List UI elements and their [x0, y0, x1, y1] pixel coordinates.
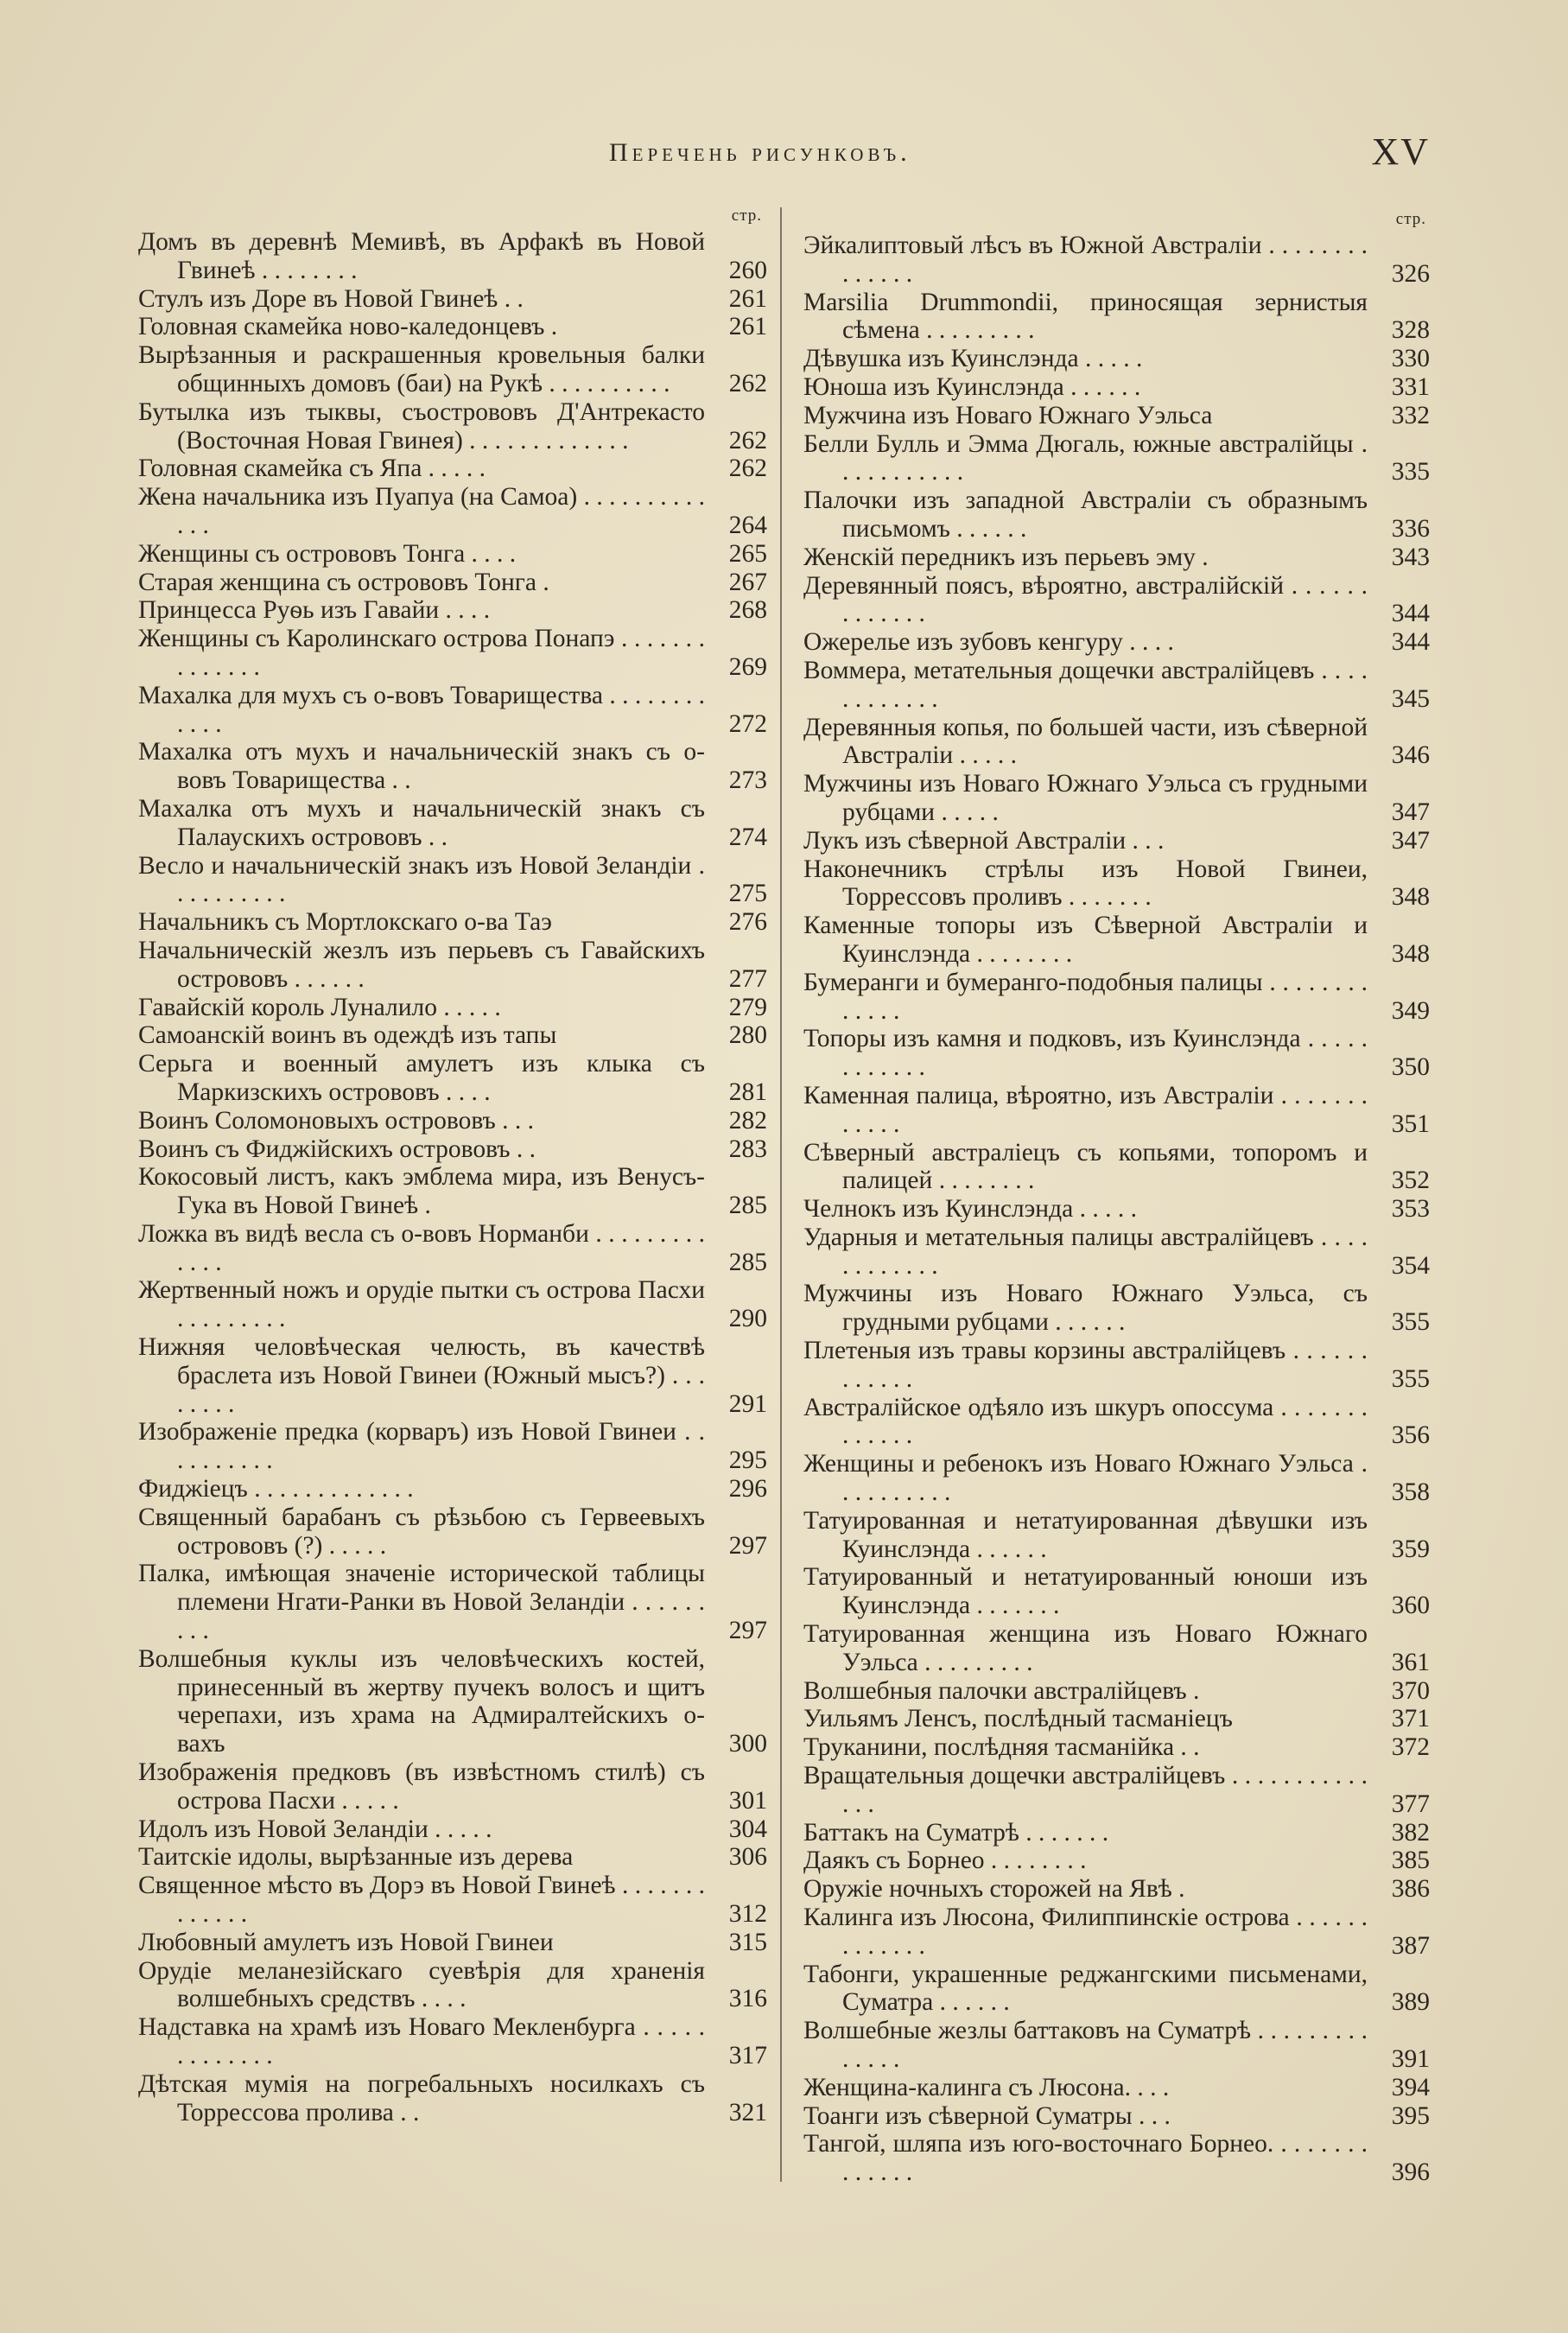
list-item [138, 625, 769, 682]
entry-title: Табонги, украшенные реджангскими письменами, Суматра . . . . . . [803, 1960, 1368, 2017]
list-item [138, 2013, 769, 2070]
entry-page-number: 272 [728, 709, 767, 738]
list-item [803, 1563, 1432, 1620]
entry-page-number: 377 [1391, 1789, 1430, 1818]
entry-title: Женскій передникъ изъ перьевъ эму . [803, 543, 1209, 571]
entry-title: Женщины съ Каролинскаго острова Понапэ . . . . . . . . . . . . . . [138, 625, 705, 681]
entry-page-number: 394 [1391, 2073, 1430, 2101]
entry-page-number: 268 [728, 596, 767, 625]
entry-page-number: 297 [728, 1531, 767, 1560]
list-item [138, 1050, 769, 1107]
list-item [138, 682, 769, 739]
list-item [138, 1163, 769, 1220]
list-item [138, 569, 769, 597]
entry-page-number: 269 [728, 652, 767, 681]
list-item [138, 313, 769, 341]
entry-page-number: 348 [1391, 939, 1430, 968]
list-item [138, 228, 769, 285]
illustration-list [138, 228, 769, 2126]
entry-page-number: 330 [1391, 345, 1430, 373]
list-item [138, 738, 769, 795]
entry-page-number: 285 [728, 1248, 767, 1276]
entry-title: Marsilia Drummondii, приносящая зернистыя сѣмена . . . . . . . . . [803, 288, 1368, 345]
entry-page-number: 331 [1391, 372, 1430, 401]
list-item [803, 1195, 1432, 1224]
entry-page-number: 389 [1391, 1988, 1430, 2017]
entry-title: Махалка для мухъ съ о-вовъ Товарищества . . . . . . . . . . . . [138, 681, 705, 738]
entry-title: Идолъ изъ Новой Зеландіи . . . . . [138, 1815, 492, 1843]
list-item [138, 1843, 769, 1872]
entry-title: Изображенія предковъ (въ извѣстномъ стилѣ) съ острова Пасхи . . . . . [138, 1758, 705, 1815]
entry-page-number: 335 [1391, 458, 1430, 486]
entry-page-number: 349 [1391, 996, 1430, 1025]
list-item [138, 1333, 769, 1418]
list-item [803, 1762, 1432, 1819]
entry-title: Дѣтская мумія на погребальныхъ носилкахъ съ Торрессова пролива . . [138, 2069, 705, 2126]
entry-title: Весло и начальническій знакъ изъ Новой Зеландіи . . . . . . . . . . [138, 851, 705, 908]
entry-page-number: 386 [1391, 1875, 1430, 1904]
list-item [138, 341, 769, 398]
entry-title: Татуированная и нетатуированная дѣвушки изъ Куинслэнда . . . . . . [803, 1506, 1368, 1563]
list-item [803, 1507, 1432, 1564]
list-item [138, 1220, 769, 1277]
entry-title: Таитскіе идолы, вырѣзанные изъ дерева [138, 1843, 574, 1872]
entry-page-number: 332 [1391, 401, 1430, 429]
left-column [138, 204, 769, 2126]
entry-page-number: 317 [728, 2042, 767, 2069]
list-item [803, 486, 1432, 544]
list-item [138, 2070, 769, 2127]
entry-page-number: 295 [728, 1446, 767, 1475]
entry-page-number: 276 [728, 908, 767, 937]
entry-page-number: 275 [728, 880, 767, 908]
entry-page-number: 354 [1391, 1251, 1430, 1280]
list-item [803, 430, 1432, 487]
list-item [803, 402, 1432, 430]
entry-title: Кокосовый листъ, какъ эмблема мира, изъ Венусъ-Гука въ Новой Гвинеѣ . [138, 1163, 705, 1220]
entry-page-number: 297 [728, 1617, 767, 1645]
entry-title: Мужчина изъ Новаго Южнаго Уэльса [803, 401, 1213, 429]
list-item [803, 572, 1432, 629]
entry-title: Волшебныя палочки австралійцевъ . [803, 1676, 1200, 1705]
list-item [803, 2102, 1432, 2131]
entry-title: Каменные топоры изъ Сѣверной Австраліи и Куинслэнда . . . . . . . . [803, 912, 1368, 968]
entry-title: Священный барабанъ съ рѣзьбою съ Гервеевыхъ острововъ (?) . . . . . [138, 1503, 705, 1560]
entry-title: Каменная палица, вѣроятно, изъ Австраліи . . . . . . . . . . . . [803, 1081, 1368, 1138]
entry-page-number: 391 [1391, 2045, 1430, 2073]
entry-title: Самоанскій воинъ въ одеждѣ изъ тапы [138, 1021, 557, 1050]
entry-page-number: 370 [1391, 1676, 1430, 1705]
list-item [138, 1135, 769, 1164]
list-item [803, 1139, 1432, 1196]
entry-title: Оружіе ночныхъ сторожей на Явѣ . [803, 1875, 1185, 1904]
entry-page-number: 265 [728, 539, 767, 568]
list-item [803, 1819, 1432, 1847]
entry-title: Принцесса Руѳь изъ Гавайи . . . . [138, 596, 491, 625]
entry-title: Сѣверный австраліецъ съ копьями, топоромъ и палицей . . . . . . . . [803, 1138, 1368, 1195]
list-item [138, 455, 769, 483]
list-item [803, 1733, 1432, 1762]
list-item [803, 1847, 1432, 1875]
entry-title: Уильямъ Ленсъ, послѣдный тасманіецъ [803, 1705, 1233, 1733]
entry-page-number: 355 [1391, 1308, 1430, 1337]
list-item [138, 1560, 769, 1644]
entry-title: Юноша изъ Куинслэнда . . . . . . [803, 372, 1141, 401]
entry-page-number: 328 [1391, 316, 1430, 345]
entry-title: Даякъ съ Борнео . . . . . . . . [803, 1847, 1087, 1875]
entry-title: Мужчины изъ Новаго Южнаго Уэльса съ грудными рубцами . . . . . [803, 770, 1368, 826]
list-item [138, 908, 769, 937]
entry-page-number: 264 [728, 511, 767, 539]
entry-title: Труканини, послѣдняя тасманійка . . [803, 1733, 1200, 1762]
entry-title: Ложка въ видѣ весла съ о-вовъ Норманби . . . . . . . . . . . . . [138, 1219, 705, 1276]
entry-title: Калинга изъ Люсона, Филиппинскіе острова . . . . . . . . . . . . . [803, 1904, 1368, 1960]
entry-page-number: 336 [1391, 514, 1430, 543]
entry-title: Начальникъ съ Мортлокскаго о-ва Таэ [138, 908, 552, 937]
entry-title: Серьга и военный амулетъ изъ клыка съ Маркизскихъ острововъ . . . . [138, 1050, 705, 1106]
list-item [138, 1503, 769, 1561]
entry-title: Палочки изъ западной Австраліи съ образнымъ письмомъ . . . . . . [803, 486, 1368, 543]
entry-title: Белли Булль и Эмма Дюгаль, южные австралійцы . . . . . . . . . . . [803, 429, 1368, 486]
entry-page-number: 361 [1391, 1648, 1430, 1676]
list-item [803, 232, 1432, 289]
entry-page-number: 301 [728, 1786, 767, 1815]
entry-title: Изображеніе предка (корваръ) изъ Новой Гвинеи . . . . . . . . . . [138, 1418, 705, 1475]
list-item [138, 1475, 769, 1503]
list-item [138, 596, 769, 625]
list-item [803, 1394, 1432, 1451]
list-item [138, 398, 769, 455]
list-item [803, 289, 1432, 346]
entry-title: Волшебныя куклы изъ человѣческихъ костей, принесенный въ жертву пучекъ волосъ и щитъ черепахи, изъ храма на Адмиралтейскихъ о-вахъ [138, 1644, 705, 1758]
entry-page-number: 296 [728, 1475, 767, 1503]
entry-page-number: 316 [728, 1985, 767, 2013]
list-item [803, 1025, 1432, 1082]
list-item [803, 1961, 1432, 2018]
entry-title: Фиджіецъ . . . . . . . . . . . . . [138, 1475, 414, 1503]
illustration-list [803, 232, 1432, 2187]
list-item [803, 1677, 1432, 1706]
entry-title: Домъ въ деревнѣ Мемивѣ, въ Арфакѣ въ Новой Гвинеѣ . . . . . . . . [138, 228, 705, 284]
entry-title: Головная скамейка съ Япа . . . . . [138, 455, 486, 483]
list-item [803, 714, 1432, 771]
entry-page-number: 344 [1391, 600, 1430, 628]
entry-title: Махалка отъ мухъ и начальническій знакъ съ о-вовъ Товарищества . . [138, 738, 705, 795]
entry-title: Гавайскій король Луналило . . . . . [138, 993, 501, 1021]
entry-page-number: 387 [1391, 1931, 1430, 1960]
entry-page-number: 396 [1391, 2158, 1430, 2187]
list-item [138, 1929, 769, 1957]
entry-title: Мужчины изъ Новаго Южнаго Уэльса, съ грудными рубцами . . . . . . [803, 1280, 1368, 1337]
list-item [803, 827, 1432, 855]
entry-title: Орудіе меланезійскаго суевѣрія для храненія волшебныхъ средствъ . . . . [138, 1956, 705, 2013]
list-item [138, 285, 769, 314]
entry-title: Тоанги изъ сѣверной Суматры . . . [803, 2101, 1171, 2130]
entry-title: Татуированная женщина изъ Новаго Южнаго Уэльса . . . . . . . . . [803, 1620, 1368, 1676]
entry-title: Воинъ съ Фиджійскихъ острововъ . . [138, 1135, 536, 1163]
list-item [803, 2130, 1432, 2187]
entry-page-number: 261 [728, 313, 767, 341]
entry-page-number: 355 [1391, 1364, 1430, 1393]
entry-title: Палка, имѣющая значеніе исторической таблицы племени Нгати-Ранки въ Новой Зеландіи . . . . . . . . . [138, 1560, 705, 1645]
entry-page-number: 371 [1391, 1705, 1430, 1733]
entry-page-number: 285 [728, 1192, 767, 1220]
list-item [803, 2074, 1432, 2102]
entry-page-number: 277 [728, 964, 767, 993]
list-item [138, 1957, 769, 2014]
list-item [803, 912, 1432, 969]
entry-page-number: 291 [728, 1389, 767, 1418]
entry-title: Вырѣзанныя и раскрашенныя кровельныя балки общинныхъ домовъ (баи) на Рукѣ . . . . . . . . . . [138, 341, 705, 397]
entry-page-number: 346 [1391, 741, 1430, 770]
page-column-label: стр. [1395, 210, 1426, 228]
entry-page-number: 382 [1391, 1818, 1430, 1847]
page-number: XV [1371, 130, 1430, 173]
entry-title: Жертвенный ножъ и орудіе пытки съ острова Пасхи . . . . . . . . . [138, 1276, 705, 1333]
list-item [803, 1224, 1432, 1281]
entry-page-number: 315 [728, 1928, 767, 1956]
list-item [803, 1082, 1432, 1139]
entry-page-number: 347 [1391, 798, 1430, 826]
list-item [138, 1418, 769, 1475]
list-item [138, 937, 769, 994]
entry-page-number: 290 [728, 1305, 767, 1333]
list-item [138, 1872, 769, 1929]
entry-page-number: 321 [728, 2098, 767, 2126]
entry-page-number: 304 [728, 1815, 767, 1843]
entry-page-number: 262 [728, 369, 767, 397]
entry-title: Волшебные жезлы баттаковъ на Суматрѣ . . . . . . . . . . . . . . [803, 2017, 1368, 2073]
entry-page-number: 280 [728, 1021, 767, 1050]
entry-page-number: 350 [1391, 1053, 1430, 1082]
list-item [138, 1276, 769, 1333]
entry-title: Головная скамейка ново-каледонцевъ . [138, 313, 558, 341]
entry-title: Бутылка изъ тыквы, съострововъ Д'Антрекасто (Восточная Новая Гвинея) . . . . . . . . . . . . . [138, 397, 705, 455]
entry-page-number: 326 [1391, 259, 1430, 288]
entry-page-number: 359 [1391, 1535, 1430, 1563]
entry-title: Воинъ Соломоновыхъ острововъ . . . [138, 1106, 535, 1135]
list-item [803, 373, 1432, 402]
entry-title: Ударныя и метательныя палицы австралійцевъ . . . . . . . . . . . . [803, 1223, 1368, 1280]
entry-page-number: 348 [1391, 883, 1430, 912]
entry-page-number: 300 [728, 1730, 767, 1758]
list-item [138, 1021, 769, 1050]
column-divider [780, 207, 782, 2182]
entry-title: Священное мѣсто въ Дорэ въ Новой Гвинеѣ . . . . . . . . . . . . . [138, 1872, 705, 1929]
entry-page-number: 281 [728, 1078, 767, 1106]
list-item [803, 2017, 1432, 2074]
list-item [138, 1815, 769, 1844]
list-item [138, 483, 769, 540]
entry-page-number: 283 [728, 1135, 767, 1163]
entry-page-number: 351 [1391, 1109, 1430, 1138]
entry-title: Нижняя человѣческая челюсть, въ качествѣ браслета изъ Новой Гвинеи (Южный мысъ?) . . . . . . . . [138, 1333, 705, 1418]
entry-page-number: 306 [728, 1843, 767, 1872]
entry-title: Жена начальника изъ Пуапуа (на Самоа) . . . . . . . . . . . . . [138, 483, 705, 539]
entry-title: Любовный амулетъ изъ Новой Гвинеи [138, 1928, 554, 1956]
entry-page-number: 261 [728, 284, 767, 313]
entry-title: Дѣвушка изъ Куинслэнда . . . . . [803, 345, 1143, 373]
list-item [138, 1758, 769, 1815]
entry-title: Начальническій жезлъ изъ перьевъ съ Гавайскихъ острововъ . . . . . . [138, 936, 705, 993]
entry-title: Женщина-калинга съ Люсона. . . . [803, 2073, 1170, 2101]
entry-title: Плетеныя изъ травы корзины австралійцевъ . . . . . . . . . . . . [803, 1337, 1368, 1393]
entry-title: Женщины и ребенокъ изъ Новаго Южнаго Уэльса . . . . . . . . . . [803, 1450, 1368, 1507]
page-header [130, 130, 1434, 190]
entry-title: Стулъ изъ Доре въ Новой Гвинеѣ . . [138, 284, 524, 313]
list-item [803, 628, 1432, 657]
entry-page-number: 344 [1391, 628, 1430, 657]
list-item [138, 795, 769, 852]
list-item [803, 969, 1432, 1026]
entry-title: Вращательныя дощечки австралійцевъ . . . . . . . . . . . . . . [803, 1762, 1368, 1818]
list-item [138, 852, 769, 909]
list-item [803, 1875, 1432, 1904]
entry-page-number: 353 [1391, 1195, 1430, 1224]
entry-page-number: 345 [1391, 684, 1430, 713]
list-item [803, 657, 1432, 714]
entry-page-number: 356 [1391, 1421, 1430, 1450]
entry-title: Лукъ изъ сѣверной Австраліи . . . [803, 826, 1165, 855]
list-item [803, 770, 1432, 827]
entry-page-number: 343 [1391, 543, 1430, 571]
list-item [138, 994, 769, 1022]
entry-title: Наконечникъ стрѣлы изъ Новой Гвинеи, Торрессовъ проливъ . . . . . . . [803, 855, 1368, 912]
list-item [803, 1450, 1432, 1507]
list-item [138, 1107, 769, 1135]
entry-page-number: 260 [728, 256, 767, 284]
entry-title: Австралійское одѣяло изъ шкуръ опоссума . . . . . . . . . . . . . [803, 1393, 1368, 1450]
entry-page-number: 347 [1391, 826, 1430, 855]
entry-page-number: 385 [1391, 1847, 1430, 1875]
list-item [138, 1645, 769, 1758]
entry-page-number: 274 [728, 823, 767, 851]
entry-title: Старая женщина съ острововъ Тонга . [138, 568, 549, 596]
list-item [803, 345, 1432, 373]
entry-page-number: 312 [728, 1900, 767, 1929]
entry-title: Баттакъ на Суматрѣ . . . . . . . [803, 1818, 1109, 1847]
entry-title: Топоры изъ камня и подковъ, изъ Куинслэнда . . . . . . . . . . . . [803, 1025, 1368, 1082]
entry-page-number: 352 [1391, 1166, 1430, 1195]
list-item [803, 544, 1432, 572]
entry-page-number: 282 [728, 1106, 767, 1135]
entry-page-number: 372 [1391, 1733, 1430, 1762]
list-item [138, 540, 769, 569]
page-column-label: стр. [731, 207, 762, 225]
entry-title: Бумеранги и бумеранго-подобныя палицы . . . . . . . . . . . . . [803, 968, 1368, 1025]
entry-page-number: 360 [1391, 1592, 1430, 1620]
entry-page-number: 262 [728, 426, 767, 455]
right-column [803, 204, 1432, 2187]
list-item [803, 855, 1432, 912]
entry-page-number: 279 [728, 993, 767, 1021]
entry-title: Эйкалиптовый лѣсъ въ Южной Австраліи . . . . . . . . . . . . . . [803, 232, 1368, 288]
entry-title: Деревянныя копья, по большей части, изъ сѣверной Австраліи . . . . . [803, 713, 1368, 770]
list-item [803, 1705, 1432, 1733]
entry-title: Надставка на храмѣ изъ Новаго Мекленбурга . . . . . . . . . . . . . [138, 2013, 705, 2069]
entry-title: Челнокъ изъ Куинслэнда . . . . . [803, 1195, 1137, 1224]
entry-title: Махалка отъ мухъ и начальническій знакъ съ Палаускихъ острововъ . . [138, 794, 705, 851]
entry-title: Женщины съ острововъ Тонга . . . . [138, 539, 517, 568]
list-item [803, 1904, 1432, 1961]
entry-title: Ожерелье изъ зубовъ кенгуру . . . . [803, 628, 1174, 657]
list-item [803, 1337, 1432, 1394]
entry-title: Воммера, метательныя дощечки австралійцевъ . . . . . . . . . . . . [803, 656, 1368, 713]
entry-title: Тангой, шляпа изъ юго-восточнаго Борнео. . . . . . . . . . . . . . [803, 2130, 1368, 2187]
entry-page-number: 262 [728, 455, 767, 483]
entry-page-number: 358 [1391, 1478, 1430, 1507]
entry-page-number: 267 [728, 568, 767, 596]
running-title: Перечень рисунковъ. [609, 138, 911, 167]
entry-page-number: 395 [1391, 2101, 1430, 2130]
list-item [803, 1280, 1432, 1337]
list-item [803, 1620, 1432, 1677]
entry-page-number: 273 [728, 766, 767, 795]
entry-title: Татуированный и нетатуированный юноши изъ Куинслэнда . . . . . . . [803, 1563, 1368, 1620]
entry-title: Деревянный поясъ, вѣроятно, австралійскій . . . . . . . . . . . . . [803, 571, 1368, 628]
